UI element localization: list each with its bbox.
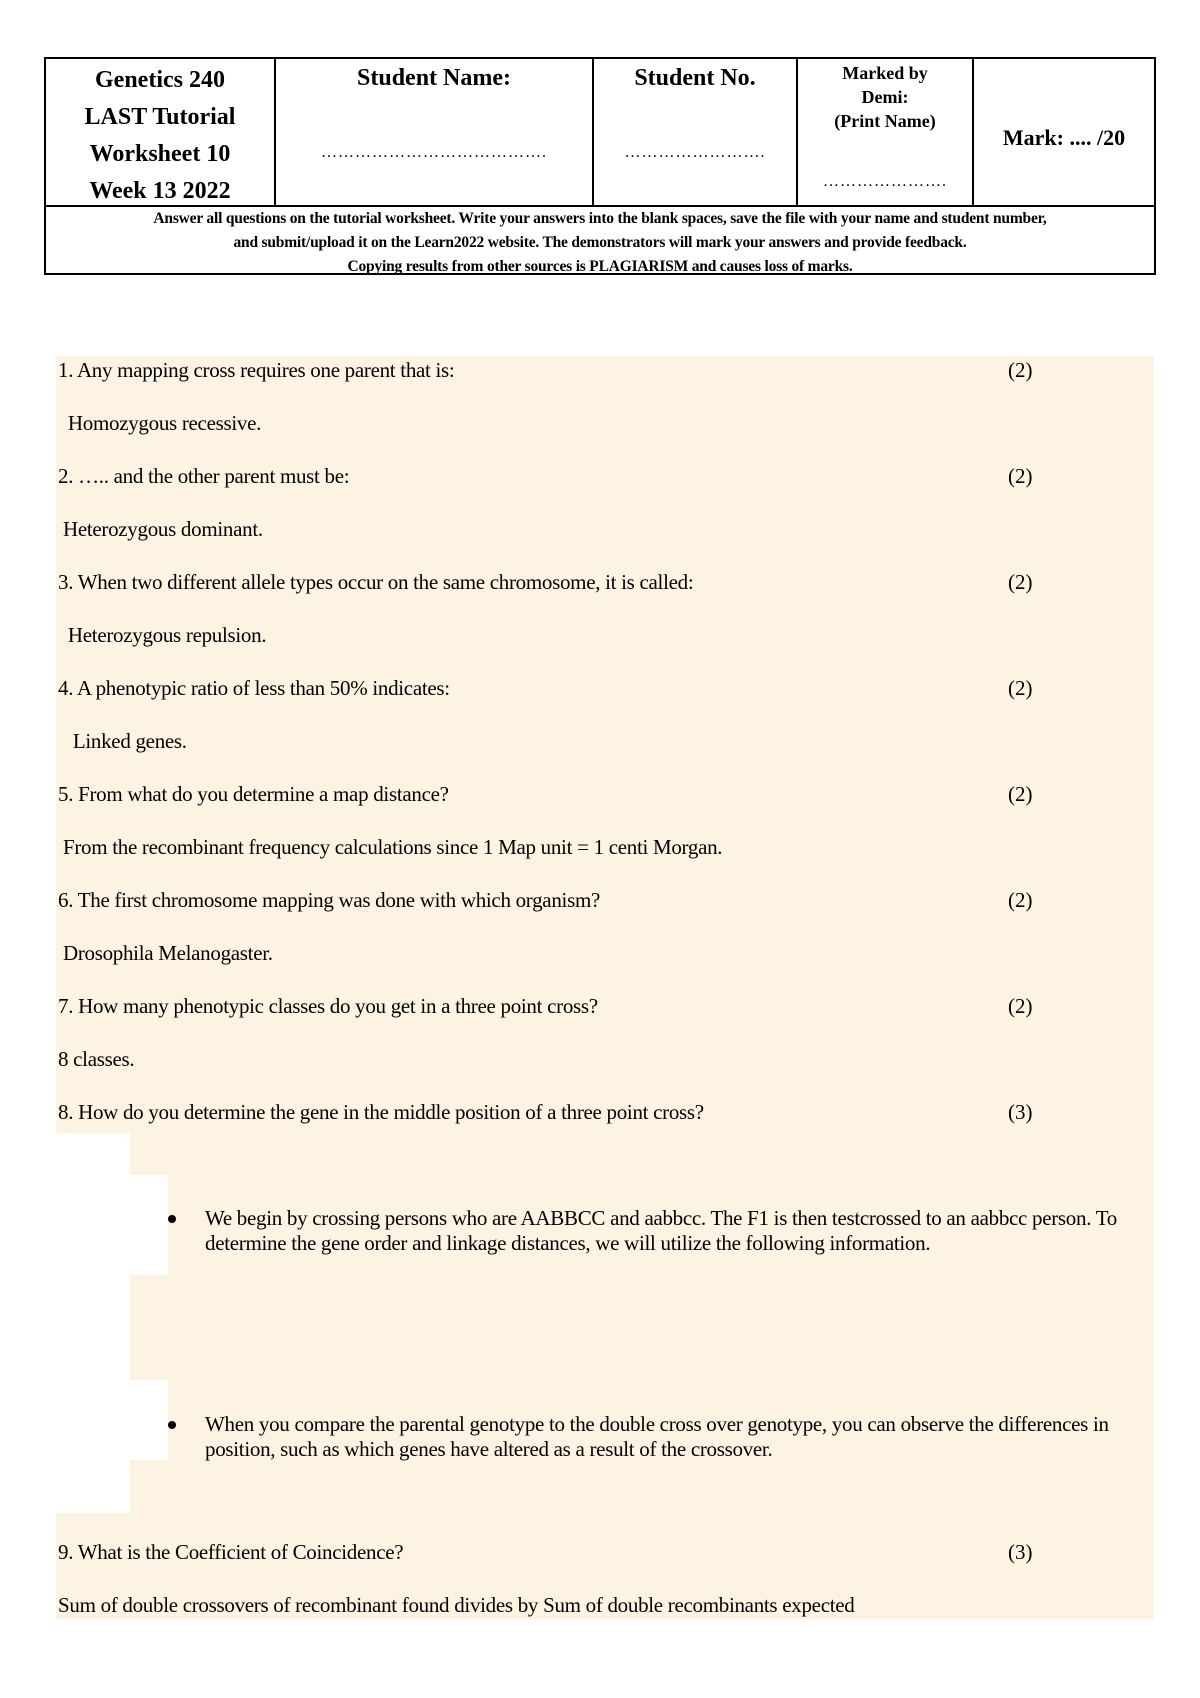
answer-4[interactable]: Linked genes. xyxy=(58,729,187,753)
student-name-cell[interactable] xyxy=(276,59,594,205)
question-3-marks: (2) xyxy=(1008,570,1033,594)
answer-9[interactable]: Sum of double crossovers of recombinant found divides by Sum of double recombinants expected xyxy=(58,1593,855,1617)
course-cell xyxy=(46,59,276,205)
student-name-label: Student Name: xyxy=(357,65,511,91)
answer-6[interactable]: Drosophila Melanogaster. xyxy=(58,941,273,965)
question-8: 8. How do you determine the gene in the middle position of a three point cross? xyxy=(58,1100,704,1124)
answer-1[interactable]: Homozygous recessive. xyxy=(58,411,262,435)
bullet-text: We begin by crossing persons who are AABBCC and aabbcc. The F1 is then testcrossed to an aabbcc person. To determine the gene order and linkage distances, we will utilize the following information. xyxy=(205,1206,1117,1255)
mark-value: Mark: .... /20 xyxy=(1002,125,1126,150)
list-item xyxy=(160,1412,1150,1462)
marked-by-cell[interactable] xyxy=(798,59,974,205)
course-title xyxy=(46,59,274,210)
marked-by-label xyxy=(798,59,972,133)
question-7: 7. How many phenotypic classes do you get in a three point cross? xyxy=(58,994,598,1018)
bullet-icon xyxy=(168,1421,176,1429)
question-5-marks: (2) xyxy=(1008,782,1033,806)
instruction-line-3: Copying results from other sources is PLAGIARISM and causes loss of marks. xyxy=(347,258,853,275)
student-no-label: Student No. xyxy=(634,65,756,91)
answer-7[interactable]: 8 classes. xyxy=(58,1047,135,1071)
instructions xyxy=(46,207,1154,279)
question-2-marks: (2) xyxy=(1008,464,1033,488)
student-no-cell[interactable] xyxy=(594,59,798,205)
question-1: 1. Any mapping cross requires one parent that is: xyxy=(58,358,455,382)
marked-by-field[interactable]: …………………. xyxy=(823,173,947,190)
course-line-4: Week 13 2022 xyxy=(89,178,231,204)
question-6-marks: (2) xyxy=(1008,888,1033,912)
answer-8-bullet-2[interactable] xyxy=(160,1412,1150,1462)
question-7-marks: (2) xyxy=(1008,994,1033,1018)
question-8-marks: (3) xyxy=(1008,1100,1033,1124)
course-line-2: LAST Tutorial xyxy=(84,104,236,130)
header-table xyxy=(44,57,1156,275)
marked-by-line-2: Demi: xyxy=(861,87,909,107)
marked-by-line-1: Marked by xyxy=(842,63,928,83)
answer-5[interactable]: From the recombinant frequency calculations since 1 Map unit = 1 centi Morgan. xyxy=(58,835,723,859)
bullet-icon xyxy=(168,1215,176,1223)
answer-3[interactable]: Heterozygous repulsion. xyxy=(58,623,267,647)
question-9-marks: (3) xyxy=(1008,1540,1033,1564)
question-5: 5. From what do you determine a map distance? xyxy=(58,782,449,806)
mark-cell xyxy=(974,59,1154,205)
bullet-text: When you compare the parental genotype to the double cross over genotype, you can observe the differences in position, such as which genes have altered as a result of the crossover. xyxy=(205,1412,1109,1461)
student-name-field[interactable]: …………………………………. xyxy=(321,144,547,161)
course-line-1: Genetics 240 xyxy=(95,67,225,93)
answer-8-bullet-1[interactable] xyxy=(160,1206,1150,1256)
instruction-line-1: Answer all questions on the tutorial worksheet. Write your answers into the blank spaces, save the file with your name and student number, xyxy=(153,210,1047,227)
question-1-marks: (2) xyxy=(1008,358,1033,382)
question-9: 9. What is the Coefficient of Coincidence? xyxy=(58,1540,404,1564)
question-6: 6. The first chromosome mapping was done with which organism? xyxy=(58,888,600,912)
question-4: 4. A phenotypic ratio of less than 50% indicates: xyxy=(58,676,450,700)
question-2: 2. ….. and the other parent must be: xyxy=(58,464,350,488)
answer-2[interactable]: Heterozygous dominant. xyxy=(58,517,263,541)
list-item xyxy=(160,1206,1150,1256)
instruction-line-2: and submit/upload it on the Learn2022 website. The demonstrators will mark your answers and provide feedback. xyxy=(233,234,967,251)
course-line-3: Worksheet 10 xyxy=(89,141,231,167)
question-4-marks: (2) xyxy=(1008,676,1033,700)
marked-by-line-3: (Print Name) xyxy=(834,111,936,131)
student-no-field[interactable]: ……………………. xyxy=(624,144,766,161)
header-row xyxy=(46,59,1154,207)
question-3: 3. When two different allele types occur on the same chromosome, it is called: xyxy=(58,570,694,594)
